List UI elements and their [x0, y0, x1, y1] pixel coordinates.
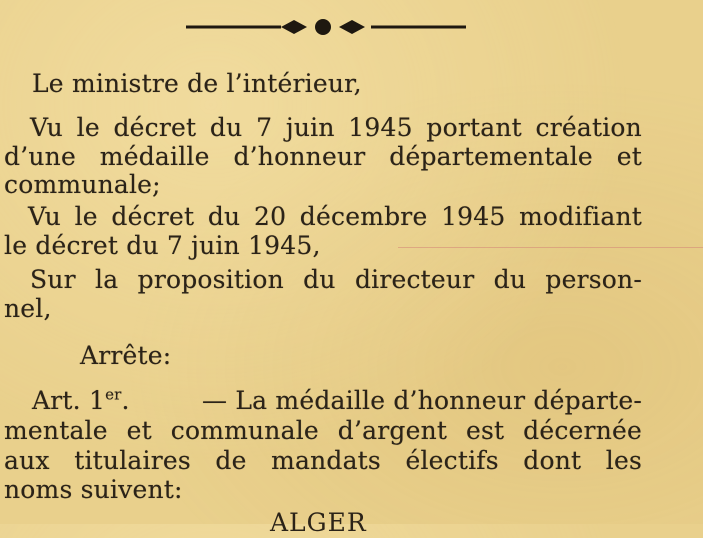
text-line-noms-suivent: noms suivent: — [4, 475, 183, 504]
ornament-divider-icon — [186, 14, 466, 40]
article-label: Art. 1er. — [32, 385, 130, 415]
text-line-le-decret: le décret du 7 juin 1945, — [4, 231, 321, 260]
margin-rule — [398, 247, 703, 248]
text-line-communale: communale; — [4, 170, 161, 199]
text-line-medaille: d’une médaille d’honneur départementale et — [4, 142, 642, 171]
section-heading-partial: ALGER — [270, 508, 367, 537]
text-line-proposition: Sur la proposition du directeur du person- — [30, 265, 642, 294]
article-line — [32, 386, 642, 416]
text-line-vu-decret-2: Vu le décret du 20 décembre 1945 modifiant — [28, 202, 642, 231]
text-line-vu-decret-1: Vu le décret du 7 juin 1945 portant création — [30, 113, 642, 142]
text-line-ministre: Le ministre de l’intérieur, — [32, 69, 362, 98]
text-line-arrete: Arrête: — [80, 341, 172, 370]
text-line-nel: nel, — [4, 294, 52, 323]
article-text-line-1: — La médaille d’honneur départe- — [202, 386, 642, 415]
text-line-mentale: mentale et communale d’argent est décernée — [4, 416, 642, 445]
text-line-titulaires: aux titulaires de mandats électifs dont les — [4, 446, 642, 475]
